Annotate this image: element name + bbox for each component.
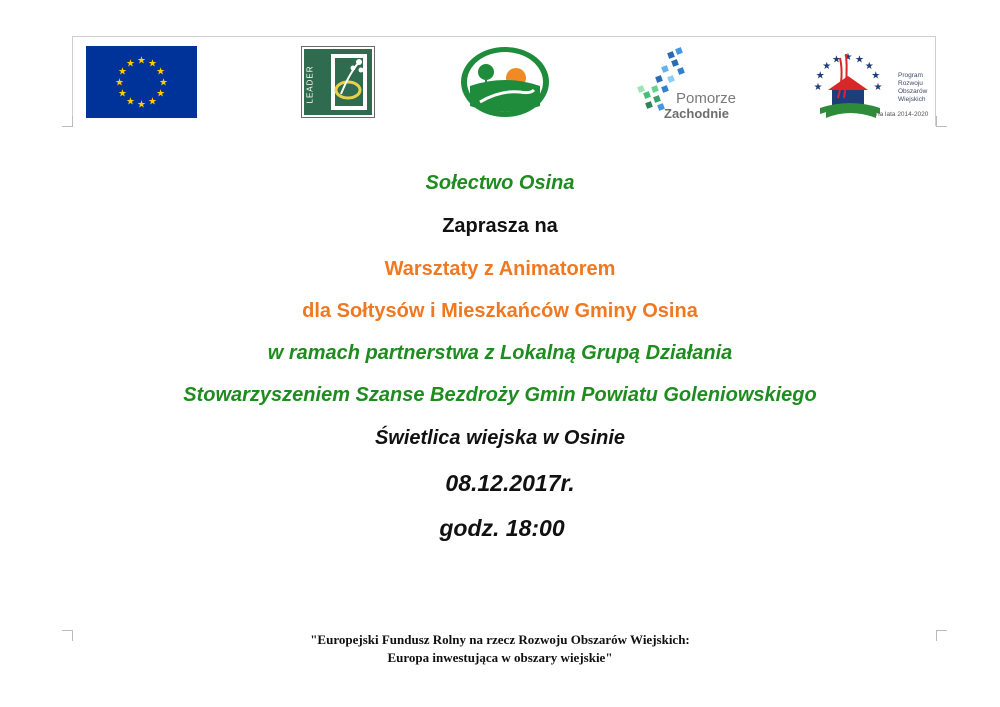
prow-star-icon: ★ — [832, 54, 842, 66]
event-date: 08.12.2017r. — [445, 470, 575, 496]
venue-line: Świetlica wiejska w Osinie — [374, 427, 626, 449]
prow-star-icon: ★ — [864, 60, 874, 72]
prow-years: na lata 2014-2020 — [876, 111, 929, 118]
invites-line: Zaprasza na — [442, 215, 558, 237]
pomorze-square-icon — [655, 75, 663, 83]
partnership-line: w ramach partnerstwa z Lokalną Grupą Działania — [267, 342, 733, 364]
eu-star-icon: ★ — [126, 96, 135, 108]
audience-line: dla Sołtysów i Mieszkańców Gminy Osina — [302, 300, 698, 322]
prow-text: Program Rozwoju Obszarów Wiejskich — [898, 72, 928, 103]
green-circle-logo-icon — [460, 46, 550, 118]
pomorze-square-icon — [653, 95, 661, 103]
corner-mark-top-left — [62, 116, 73, 127]
eu-flag-icon — [86, 46, 197, 118]
pomorze-square-icon — [677, 67, 685, 75]
eu-star-icon: ★ — [148, 96, 157, 108]
eu-star-icon: ★ — [117, 66, 127, 78]
eu-star-icon: ★ — [159, 77, 168, 89]
footer-line-1: "Europejski Fundusz Rolny na rzecz Rozwoju Obszarów Wiejskich: — [310, 632, 690, 647]
corner-mark-top-right — [936, 116, 947, 127]
pomorze-square-icon — [667, 51, 675, 59]
prow-star-icon: ★ — [813, 82, 823, 93]
pomorze-square-icon — [637, 85, 645, 93]
leader-vertical-text: LEADER — [305, 65, 315, 104]
eu-star-icon: ★ — [137, 99, 146, 111]
footer-line-2: Europa inwestująca w obszary wiejskie" — [387, 650, 613, 665]
pomorze-square-icon — [661, 65, 669, 73]
event-time: godz. 18:00 — [439, 515, 565, 541]
eu-star-icon: ★ — [117, 88, 127, 100]
organizer: Sołectwo Osina — [425, 172, 575, 194]
pomorze-square-icon — [645, 101, 653, 109]
eu-star-icon: ★ — [126, 58, 135, 70]
pomorze-square-icon — [651, 85, 659, 93]
prow-star-icon: ★ — [854, 54, 864, 66]
prow-star-icon: ★ — [871, 70, 881, 82]
pomorze-line2: Zachodnie — [664, 106, 730, 121]
eu-star-icon: ★ — [148, 58, 157, 70]
association-line: Stowarzyszeniem Szanse Bezdroży Gmin Powiatu Goleniowskiego — [183, 384, 817, 406]
pomorze-line1: Pomorze — [676, 90, 737, 107]
prow-star-icon: ★ — [843, 52, 853, 63]
pomorze-square-icon — [671, 59, 679, 67]
prow-star-icon: ★ — [873, 82, 883, 93]
prow-star-icon: ★ — [822, 60, 832, 72]
pomorze-square-icon — [643, 91, 651, 99]
eu-star-icon: ★ — [156, 66, 166, 78]
eu-star-icon: ★ — [156, 88, 166, 100]
event-title: Warsztaty z Animatorem — [384, 258, 616, 280]
eu-star-icon: ★ — [137, 55, 146, 67]
pomorze-square-icon — [667, 75, 675, 83]
pomorze-square-icon — [675, 47, 683, 55]
prow-star-icon: ★ — [815, 70, 825, 82]
pomorze-square-icon — [661, 85, 669, 93]
eu-star-icon: ★ — [115, 77, 124, 89]
